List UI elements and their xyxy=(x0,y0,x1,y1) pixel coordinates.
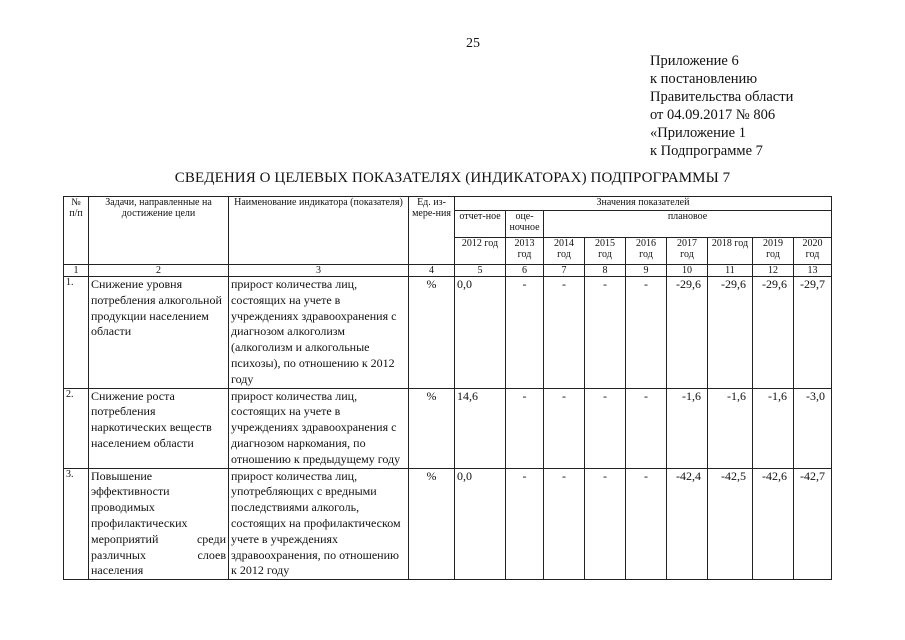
header-unit: Ед. из-мере-ния xyxy=(409,197,455,265)
appendix-line: к Подпрограмме 7 xyxy=(650,143,763,159)
year-cell: 2014 год xyxy=(544,238,585,265)
value-cell: -29,6 xyxy=(753,277,794,389)
indicators-table xyxy=(63,196,832,580)
value-cell: 0,0 xyxy=(455,468,506,580)
appendix-line: от 04.09.2017 № 806 xyxy=(650,107,776,123)
column-numbers-row xyxy=(64,265,832,277)
task-cell: Снижение уровня потребления алкогольной продукции населением области xyxy=(89,277,229,389)
value-cell: - xyxy=(585,277,626,389)
document-title: СВЕДЕНИЯ О ЦЕЛЕВЫХ ПОКАЗАТЕЛЯХ (ИНДИКАТОРАХ) ПОДПРОГРАММЫ 7 xyxy=(174,170,731,186)
value-cell: - xyxy=(544,468,585,580)
value-cell: -1,6 xyxy=(667,388,708,468)
value-cell: - xyxy=(506,468,544,580)
appendix-line: Правительства области xyxy=(650,89,794,105)
appendix-line: к постановлению xyxy=(650,71,758,87)
col-number: 6 xyxy=(506,265,544,277)
appendix-line: Приложение 6 xyxy=(650,53,739,69)
value-cell: -42,4 xyxy=(667,468,708,580)
value-cell: - xyxy=(544,388,585,468)
value-cell: -29,6 xyxy=(667,277,708,389)
unit-cell: % xyxy=(409,277,455,389)
col-number: 5 xyxy=(455,265,506,277)
header-row xyxy=(64,197,832,211)
value-cell: -1,6 xyxy=(753,388,794,468)
table-row xyxy=(64,277,832,389)
table-row xyxy=(64,468,832,580)
header-reported: отчет-ное xyxy=(455,211,506,238)
year-cell: 2017 год xyxy=(667,238,708,265)
value-cell: -42,6 xyxy=(753,468,794,580)
col-number: 11 xyxy=(708,265,753,277)
value-cell: - xyxy=(585,468,626,580)
header-indicator: Наименование индикатора (показателя) xyxy=(229,197,409,265)
task-cell: Повышение эффективности проводимых профилактических мероприятий среди различных слоев населения xyxy=(89,468,229,580)
col-number: 3 xyxy=(229,265,409,277)
value-cell: 14,6 xyxy=(455,388,506,468)
col-number: 1 xyxy=(64,265,89,277)
row-number: 1. xyxy=(64,277,89,389)
value-cell: - xyxy=(506,388,544,468)
value-cell: -3,0 xyxy=(794,388,832,468)
row-number: 2. xyxy=(64,388,89,468)
value-cell: - xyxy=(626,277,667,389)
value-cell: -42,7 xyxy=(794,468,832,580)
year-cell: 2018 год xyxy=(708,238,753,265)
value-cell: 0,0 xyxy=(455,277,506,389)
header-no: № п/п xyxy=(64,197,89,265)
col-number: 13 xyxy=(794,265,832,277)
unit-cell: % xyxy=(409,468,455,580)
header-tasks: Задачи, направленные на достижение цели xyxy=(89,197,229,265)
indicator-cell: прирост количества лиц, состоящих на учете в учреждениях здравоохранения с диагнозом алкоголизм (алкоголизм и алкогольные психозы), по отношению к 2012 году xyxy=(229,277,409,389)
year-cell: 2020 год xyxy=(794,238,832,265)
row-number: 3. xyxy=(64,468,89,580)
value-cell: -29,6 xyxy=(708,277,753,389)
appendix-line: «Приложение 1 xyxy=(650,125,746,141)
year-cell: 2013 год xyxy=(506,238,544,265)
value-cell: - xyxy=(585,388,626,468)
value-cell: - xyxy=(506,277,544,389)
header-planned: плановое xyxy=(544,211,832,238)
col-number: 12 xyxy=(753,265,794,277)
col-number: 4 xyxy=(409,265,455,277)
table-row xyxy=(64,388,832,468)
value-cell: - xyxy=(626,468,667,580)
task-cell: Снижение роста потребления наркотических веществ населением области xyxy=(89,388,229,468)
indicator-cell: прирост количества лиц, состоящих на учете в учреждениях здравоохранения с диагнозом наркомания, по отношению к предыдущему году xyxy=(229,388,409,468)
col-number: 7 xyxy=(544,265,585,277)
value-cell: - xyxy=(626,388,667,468)
indicator-cell: прирост количества лиц, употребляющих с вредными последствиями алкоголь, состоящих на профилактическом учете в учреждениях здравоохранения, по отношению к 2012 году xyxy=(229,468,409,580)
col-number: 2 xyxy=(89,265,229,277)
col-number: 8 xyxy=(585,265,626,277)
value-cell: -29,7 xyxy=(794,277,832,389)
value-cell: -42,5 xyxy=(708,468,753,580)
header-values: Значения показателей xyxy=(455,197,832,211)
col-number: 9 xyxy=(626,265,667,277)
appendix-block xyxy=(650,52,793,160)
year-cell: 2019 год xyxy=(753,238,794,265)
year-cell: 2015 год xyxy=(585,238,626,265)
value-cell: - xyxy=(544,277,585,389)
year-cell: 2012 год xyxy=(455,238,506,265)
col-number: 10 xyxy=(667,265,708,277)
value-cell: -1,6 xyxy=(708,388,753,468)
header-estimated: оце-ночное xyxy=(506,211,544,238)
unit-cell: % xyxy=(409,388,455,468)
page-number: 25 xyxy=(466,36,480,51)
year-cell: 2016 год xyxy=(626,238,667,265)
